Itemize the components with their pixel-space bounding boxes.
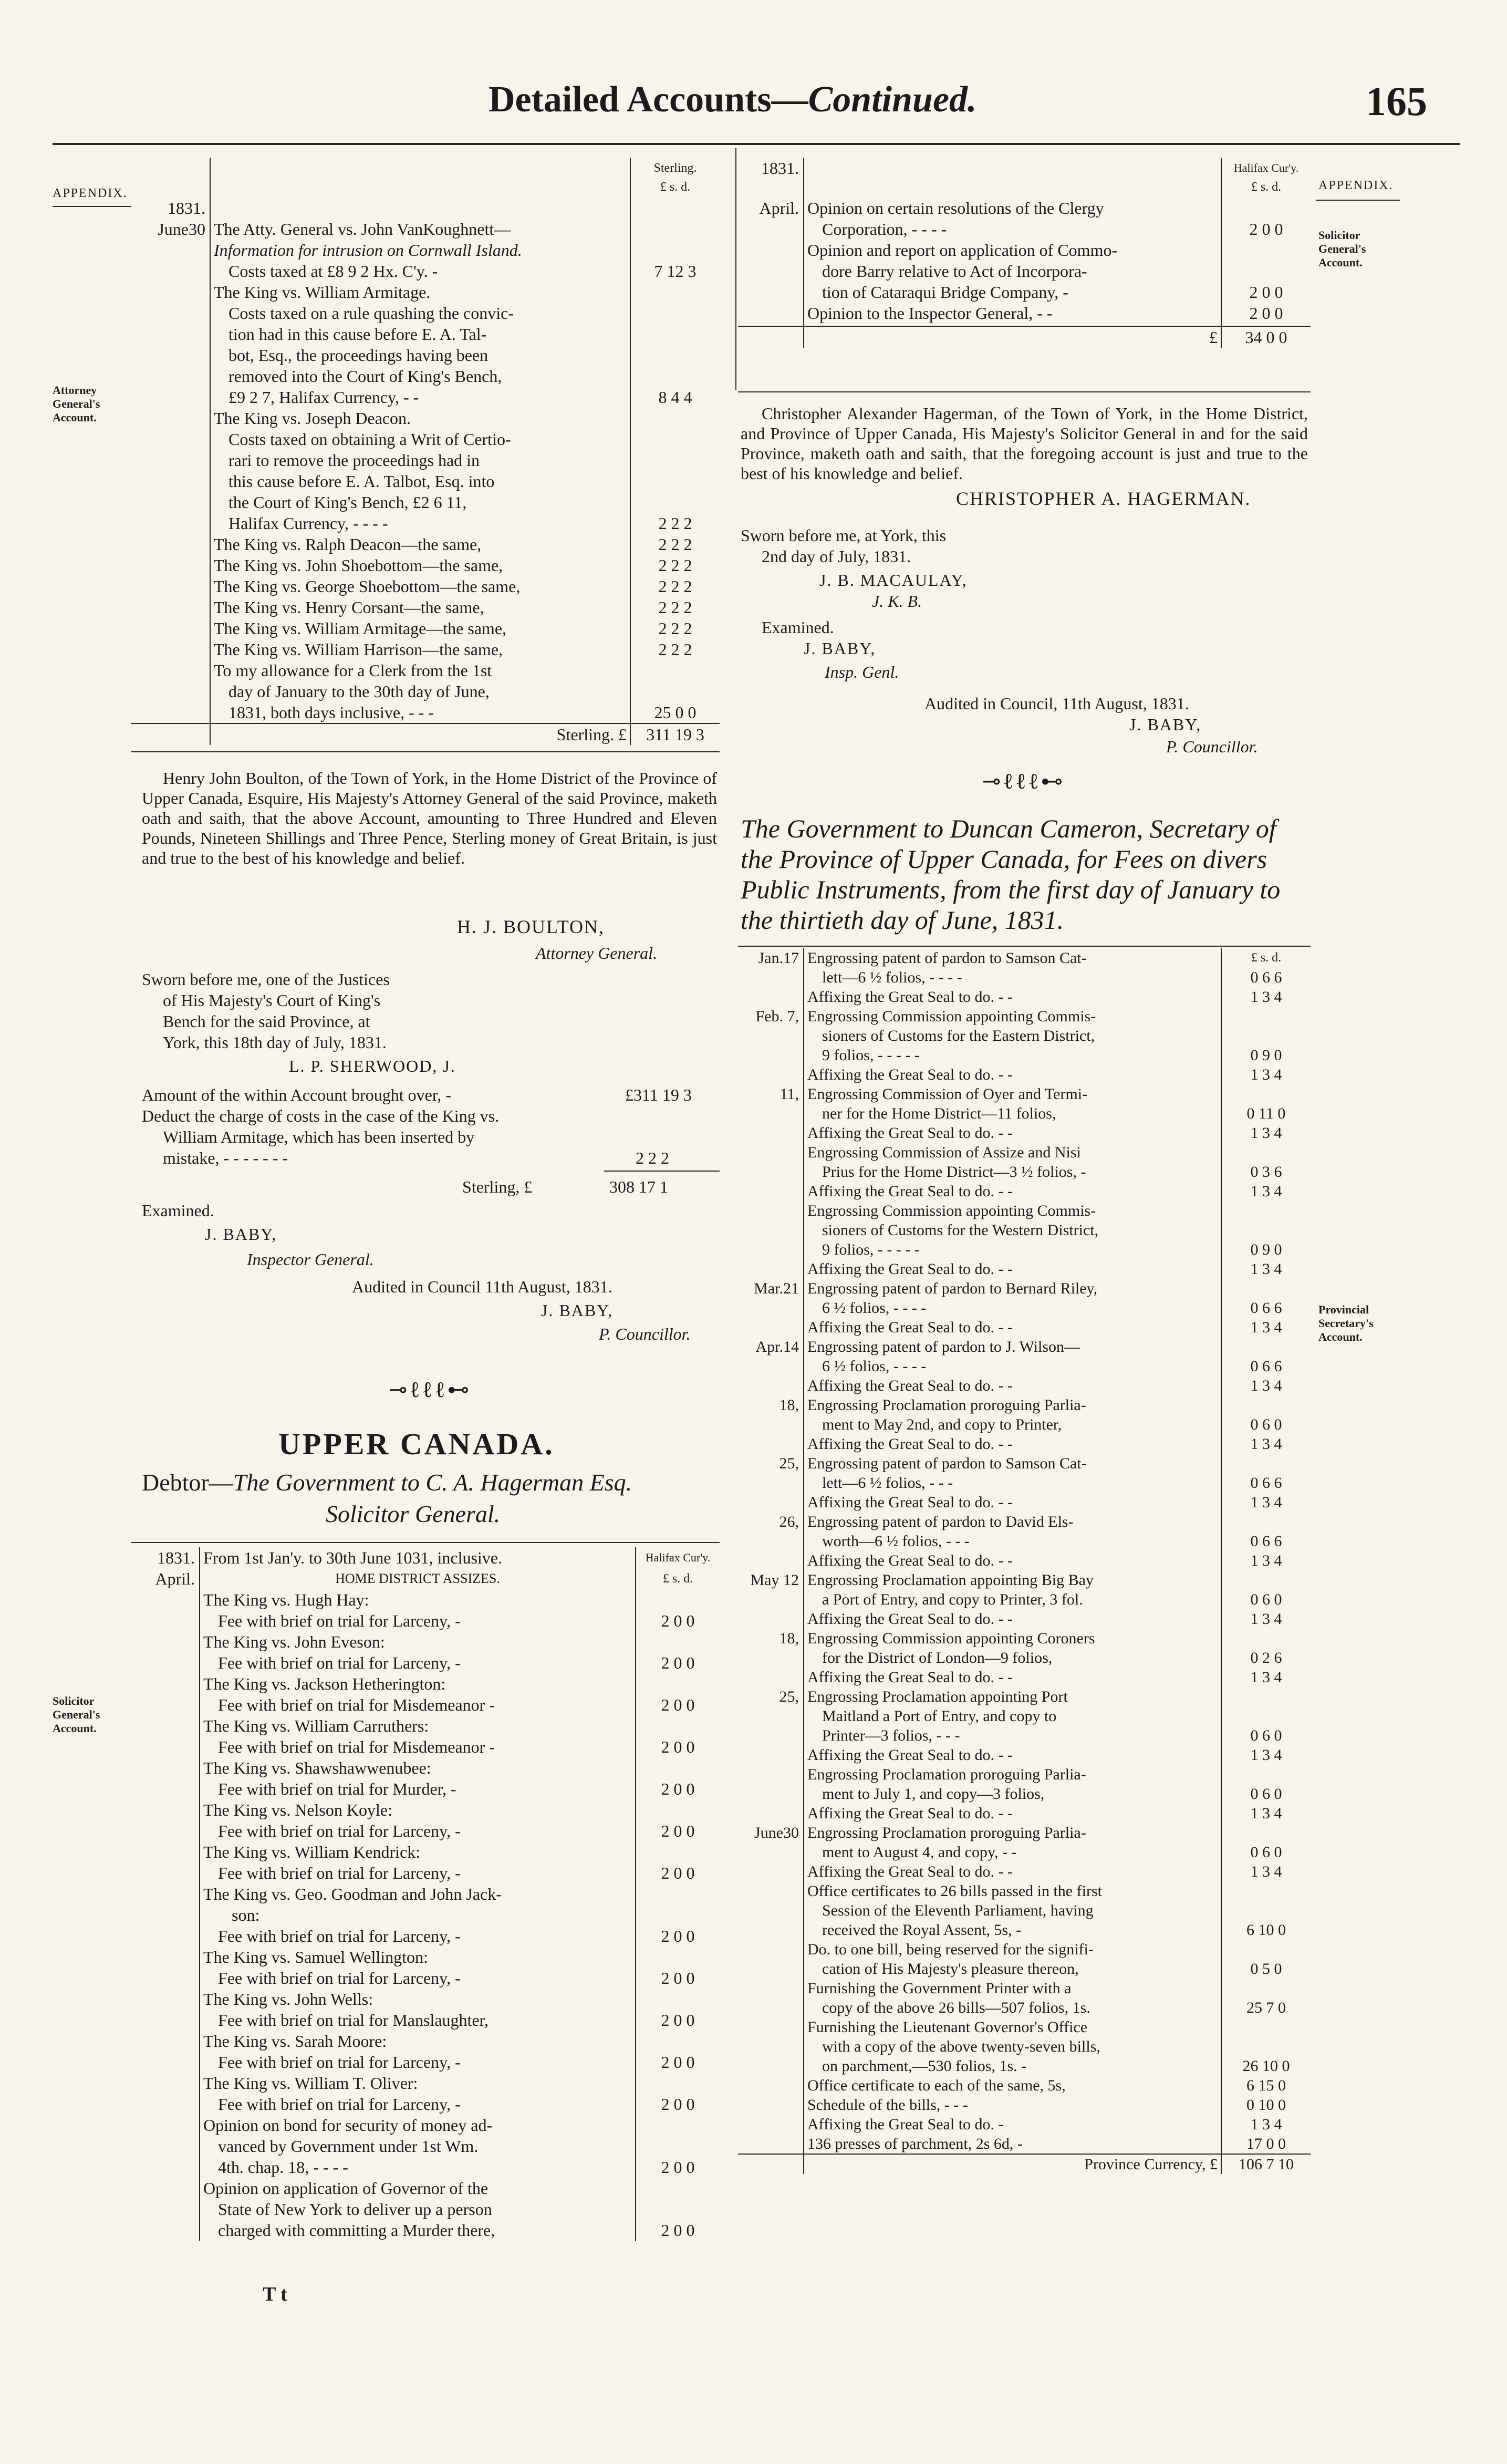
solicitor-councillor: J. BABY, (1129, 715, 1202, 734)
table-row: Affixing the Great Seal to do. - - 1 3 4 (738, 1862, 1311, 1881)
table-row: Fee with brief on trial for Larceny, - 2 0 0 (131, 1862, 720, 1883)
table-row: Fee with brief on trial for Misdemeanor - 2 0 0 (131, 1736, 720, 1757)
table-row: 25, Engrossing Proclamation appointing Port (738, 1687, 1311, 1706)
total-amount: 34 0 0 (1245, 328, 1287, 347)
margin-solicitor-account-right: Solicitor General's Account. (1318, 229, 1366, 269)
table-row: Affixing the Great Seal to do. - - 1 3 4 (738, 1551, 1311, 1570)
attorney-account-table (131, 158, 720, 745)
table-row: 6 ½ folios, - - - - 0 6 6 (738, 1357, 1311, 1376)
examiner-title: Inspector General. (247, 1250, 374, 1269)
header-rule (53, 143, 1460, 145)
table-row: Affixing the Great Seal to do. - - 1 3 4 (738, 1668, 1311, 1687)
table-row: Opinion on application of Governor of the (131, 2178, 720, 2199)
table-row: worth—6 ½ folios, - - - 0 6 6 (738, 1531, 1311, 1551)
table-row: The King vs. William Kendrick: (131, 1841, 720, 1862)
table-row: 136 presses of parchment, 2s 6d, - 17 0 0 (738, 2134, 1311, 2154)
table-row: Corporation, - - - - 2 0 0 (738, 219, 1311, 240)
margin-appendix-left-rule (53, 206, 131, 207)
table-row: £9 2 7, Halifax Currency, - - 8 4 4 (131, 387, 720, 408)
table-row: The King vs. Samuel Wellington: (131, 1947, 720, 1968)
table-row: Information for intrusion on Cornwall Island. (131, 240, 720, 261)
table-header: 1831. Halifax Cur'y. £ s. d. (738, 158, 1311, 198)
table-row: Affixing the Great Seal to do. - - 1 3 4 (738, 1123, 1311, 1143)
brought-over-label: Amount of the within Account brought over, - (142, 1085, 451, 1104)
table-row: Affixing the Great Seal to do. - 1 3 4 (738, 2115, 1311, 2134)
table-row: ment to May 2nd, and copy to Printer, 0 6 0 (738, 1415, 1311, 1434)
table-row: dore Barry relative to Act of Incorpora- (738, 261, 1311, 282)
lsd-header: £ s. d. (660, 180, 691, 194)
table-row: Affixing the Great Seal to do. - - 1 3 4 (738, 1182, 1311, 1201)
solicitor-left-top-rule (131, 1542, 720, 1543)
table-row: 11, Engrossing Commission of Oyer and Termi- (738, 1084, 1311, 1104)
deduct-amount: 2 2 2 (636, 1148, 669, 1167)
solicitor-right-account-table (738, 158, 1311, 348)
table-row: Fee with brief on trial for Larceny, - 2 0 0 (131, 1925, 720, 1947)
table-row: Fee with brief on trial for Larceny, - 2 0 0 (131, 1610, 720, 1631)
attorney-signature-title: Attorney General. (536, 944, 658, 962)
solicitor-affidavit-text: Christopher Alexander Hagerman, of the Town of York, in the Home District, and Province of Upper Canada, His Majesty's Solicitor General in and for the said Province, maketh oath and saith, that the foregoing account is just and true to the best of his knowledge and belief. (741, 404, 1308, 483)
table-header: Jan.17 Engrossing patent of pardon to Samson Cat- £ s. d. (738, 948, 1311, 968)
justice-signature: L. P. SHERWOOD, J. (289, 1057, 456, 1075)
table-row: The King vs. Ralph Deacon—the same, 2 2 2 (131, 534, 720, 555)
table-row: sioners of Customs for the Western District, (738, 1220, 1311, 1240)
table-row: Engrossing Commission appointing Commis- (738, 1201, 1311, 1220)
table-row: The King vs. Geo. Goodman and John Jack- (131, 1883, 720, 1904)
sworn-before-2: of His Majesty's Court of King's (163, 991, 381, 1010)
table-row: The King vs. Joseph Deacon. (131, 408, 720, 429)
total-amount: 106 7 10 (1239, 2156, 1294, 2173)
table-row: The King vs. William Armitage—the same, 2 2 2 (131, 618, 720, 639)
table-row: lett—6 ½ folios, - - - 0 6 6 (738, 1473, 1311, 1493)
table-row: 4th. chap. 18, - - - - 2 0 0 (131, 2157, 720, 2178)
table-row: Engrossing Proclamation proroguing Parlia- (738, 1765, 1311, 1784)
table-row: ment to August 4, and copy, - - 0 6 0 (738, 1842, 1311, 1862)
table-row: tion of Cataraqui Bridge Company, - 2 0 0 (738, 282, 1311, 303)
table-row: To my allowance for a Clerk from the 1st (131, 660, 720, 681)
attorney-affidavit-text: Henry John Boulton, of the Town of York, in the Home District of the Province of Upper Canada, Esquire, His Majesty's Attorney General of the said Province, maketh oath and saith, that the above Account, amounting to Three Hundred and Eleven Pounds, Nineteen Shillings and Three Pence, Sterling money of Great Britain, is just and true to the best of his knowledge and belief. (142, 769, 717, 867)
table-row: The King vs. Shawshawwenubee: (131, 1757, 720, 1778)
attorney-signature: H. J. BOULTON, (457, 916, 605, 937)
cameron-top-rule (738, 946, 1311, 947)
table-row: Opinion to the Inspector General, - - 2 0 0 (738, 303, 1311, 324)
table-row: The King vs. Jackson Hetherington: (131, 1673, 720, 1694)
table-row: Furnishing the Lieutenant Governor's Office (738, 2017, 1311, 2037)
solicitor-examined: Examined. (762, 618, 834, 637)
solicitor-justice: J. B. MACAULAY, (819, 571, 968, 589)
table-row: The King vs. John Shoebottom—the same, 2 2 2 (131, 555, 720, 576)
table-row: Affixing the Great Seal to do. - - 1 3 4 (738, 1745, 1311, 1765)
table-row: Opinion and report on application of Commo- (738, 240, 1311, 261)
table-row: The King vs. William Carruthers: (131, 1715, 720, 1736)
signature-mark: T t (263, 2283, 287, 2305)
table-row: sioners of Customs for the Eastern District, (738, 1026, 1311, 1045)
table-row: charged with committing a Murder there, 2 0 0 (131, 2220, 720, 2241)
table-row: 9 folios, - - - - - 0 9 0 (738, 1045, 1311, 1065)
title-continued: Continued. (808, 79, 977, 120)
table-row: Affixing the Great Seal to do. - - 1 3 4 (738, 1376, 1311, 1395)
net-label: Sterling, £ (462, 1177, 533, 1196)
table-row: 1831. From 1st Jan'y. to 30th June 1031, inclusive. Halifax Cur'y. (131, 1547, 720, 1568)
table-row: Opinion on bond for security of money ad- (131, 2115, 720, 2136)
table-row: Affixing the Great Seal to do. - - 1 3 4 (738, 1804, 1311, 1823)
deduct-line-3: mistake, - - - - - - - (163, 1148, 288, 1167)
table-row: Maitland a Port of Entry, and copy to (738, 1706, 1311, 1726)
table-row: Fee with brief on trial for Larceny, - 2 0 0 (131, 1652, 720, 1673)
table-row: Costs taxed on obtaining a Writ of Certio- (131, 429, 720, 450)
table-row: for the District of London—9 folios, 0 2 6 (738, 1648, 1311, 1668)
table-row: The King vs. William T. Oliver: (131, 2073, 720, 2094)
table-row: 9 folios, - - - - - 0 9 0 (738, 1240, 1311, 1259)
table-row: Fee with brief on trial for Manslaughter, 2 0 0 (131, 2010, 720, 2031)
table-row: The King vs. Sarah Moore: (131, 2031, 720, 2052)
table-row: Costs taxed on a rule quashing the convic- (131, 303, 720, 324)
total-label: Province Currency, £ (804, 2154, 1221, 2174)
examiner-signature: J. BABY, (205, 1225, 277, 1244)
table-row: Office certificates to 26 bills passed in the first (738, 1881, 1311, 1901)
table-row: vanced by Government under 1st Wm. (131, 2136, 720, 2157)
deduct-line-2: William Armitage, which has been inserted by (163, 1127, 475, 1146)
table-row: April. Opinion on certain resolutions of the Clergy (738, 198, 1311, 219)
lsd-header: £ s. d. (1251, 180, 1282, 194)
table-row: removed into the Court of King's Bench, (131, 366, 720, 387)
upper-canada-heading: UPPER CANADA. (278, 1427, 555, 1461)
table-row: son: (131, 1904, 720, 1925)
table-row: Affixing the Great Seal to do. - - 1 3 4 (738, 987, 1311, 1007)
table-row: Fee with brief on trial for Larceny, - 2 0 0 (131, 1820, 720, 1841)
column-divider (735, 148, 736, 390)
table-row: Printer—3 folios, - - - 0 6 0 (738, 1726, 1311, 1745)
table-row: cation of His Majesty's pleasure thereon, 0 5 0 (738, 1959, 1311, 1979)
table-row: Affixing the Great Seal to do. - - 1 3 4 (738, 1259, 1311, 1279)
councillor-signature: J. BABY, (541, 1301, 614, 1320)
table-row: The King vs. John Eveson: (131, 1631, 720, 1652)
table-row: Affixing the Great Seal to do. - - 1 3 4 (738, 1318, 1311, 1337)
solicitor-signature: CHRISTOPHER A. HAGERMAN. (956, 488, 1251, 509)
cameron-heading: The Government to Duncan Cameron, Secretary of the Province of Upper Canada, for Fees on divers Public Instruments, from the first day of January to the thirtieth day of June, 1831. (741, 814, 1281, 935)
margin-appendix-right-rule (1316, 200, 1400, 201)
table-row: a Port of Entry, and copy to Printer, 3 fol. 0 6 0 (738, 1590, 1311, 1609)
table-row: The King vs. William Armitage. (131, 282, 720, 303)
table-row: 25, Engrossing patent of pardon to Samson Cat- (738, 1454, 1311, 1473)
page-title (489, 79, 977, 121)
table-row: rari to remove the proceedings had in (131, 450, 720, 471)
ornament-divider: ⊸ℓℓℓ⊷ (389, 1378, 472, 1402)
total-label: Sterling. £ (210, 723, 630, 745)
lsd-header: £ s. d. (1251, 951, 1282, 965)
table-row: Mar.21 Engrossing patent of pardon to Bernard Riley, (738, 1279, 1311, 1298)
table-header (131, 158, 720, 198)
table-row: Fee with brief on trial for Larceny, - 2 0 0 (131, 1968, 720, 1989)
table-row: The King vs. George Shoebottom—the same, 2 2 2 (131, 576, 720, 597)
deduct-rule (604, 1171, 720, 1172)
table-row: Office certificate to each of the same, 5s, 6 15 0 (738, 2076, 1311, 2095)
margin-attorney-account: Attorney General's Account. (53, 384, 100, 424)
table-row: ner for the Home District—11 folios, 0 11 0 (738, 1104, 1311, 1123)
table-row: copy of the above 26 bills—507 folios, 1s. 25 7 0 (738, 1998, 1311, 2017)
margin-provincial-secretary: Provincial Secretary's Account. (1318, 1303, 1374, 1343)
deduct-line-1: Deduct the charge of costs in the case of the King vs. (142, 1106, 500, 1125)
title-main: Detailed Accounts— (489, 79, 808, 120)
table-total-row (131, 723, 720, 745)
debtor-line: Debtor—The Government to C. A. Hagerman Esq. (142, 1469, 632, 1496)
table-row: Engrossing Commission of Assize and Nisi (738, 1143, 1311, 1162)
total-label: £ (804, 326, 1221, 348)
sworn-before-1: Sworn before me, one of the Justices (142, 970, 390, 989)
table-row: Apr.14 Engrossing patent of pardon to J. Wilson— (738, 1337, 1311, 1357)
table-row: June30 The Atty. General vs. John VanKoughnett— (131, 219, 720, 240)
solicitor-audited: Audited in Council, 11th August, 1831. (924, 694, 1189, 713)
ornament-divider-right: ⊸ℓℓℓ⊷ (982, 770, 1065, 794)
solicitor-sworn-2: 2nd day of July, 1831. (762, 547, 911, 566)
table-row: Do. to one bill, being reserved for the signifi- (738, 1940, 1311, 1959)
solicitor-right-bottom-rule (738, 391, 1311, 392)
table-row: this cause before E. A. Talbot, Esq. into (131, 471, 720, 492)
table-row: Prius for the Home District—3 ½ folios, - 0 3 6 (738, 1162, 1311, 1182)
margin-appendix-right: APPENDIX. (1318, 179, 1394, 192)
table-row: Furnishing the Government Printer with a (738, 1979, 1311, 1998)
solicitor-sworn-1: Sworn before me, at York, this (741, 526, 947, 545)
table-row: 18, Engrossing Proclamation proroguing Parlia- (738, 1395, 1311, 1415)
solicitor-examiner-title: Insp. Genl. (825, 662, 899, 681)
table-row: Fee with brief on trial for Misdemeanor - 2 0 0 (131, 1694, 720, 1715)
net-amount: 308 17 1 (609, 1177, 668, 1196)
table-row: Fee with brief on trial for Larceny, - 2 0 0 (131, 2094, 720, 2115)
margin-solicitor-account-left: Solicitor General's Account. (53, 1694, 100, 1735)
councillor-title: P. Councillor. (599, 1324, 691, 1343)
table-row: Fee with brief on trial for Murder, - 2 0 0 (131, 1778, 720, 1799)
currency-header: Halifax Cur'y. (1233, 161, 1299, 174)
table-row: Affixing the Great Seal to do. - - 1 3 4 (738, 1493, 1311, 1512)
solicitor-left-account-table (131, 1547, 720, 2241)
table-total-row (738, 2154, 1311, 2174)
table-row: Feb. 7, Engrossing Commission appointing Commis- (738, 1007, 1311, 1026)
table-row: 6 ½ folios, - - - - 0 6 6 (738, 1298, 1311, 1318)
table-row: Halifax Currency, - - - - 2 2 2 (131, 513, 720, 534)
table-row: May 12 Engrossing Proclamation appointing Big Bay (738, 1570, 1311, 1590)
total-amount: 311 19 3 (646, 725, 704, 744)
table-row: Affixing the Great Seal to do. - - 1 3 4 (738, 1434, 1311, 1454)
table-row: received the Royal Assent, 5s, - 6 10 0 (738, 1920, 1311, 1940)
debtor-title: Solicitor General. (326, 1500, 501, 1527)
solicitor-examiner: J. BABY, (804, 639, 876, 658)
attorney-table-bottom-rule (131, 751, 720, 752)
table-row: 26, Engrossing patent of pardon to David Els- (738, 1512, 1311, 1531)
table-row: State of New York to deliver up a person (131, 2199, 720, 2220)
table-row: The King vs. Henry Corsant—the same, 2 2 2 (131, 597, 720, 618)
table-row: day of January to the 30th day of June, (131, 681, 720, 702)
table-row: with a copy of the above twenty-seven bills, (738, 2037, 1311, 2056)
table-total-row (738, 326, 1311, 348)
table-row: Fee with brief on trial for Larceny, - 2 0 0 (131, 2052, 720, 2073)
table-row: The King vs. Nelson Koyle: (131, 1799, 720, 1820)
table-row: Affixing the Great Seal to do. - - 1 3 4 (738, 1065, 1311, 1084)
table-row: the Court of King's Bench, £2 6 11, (131, 492, 720, 513)
currency-header: Halifax Cur'y. (645, 1551, 711, 1564)
table-row: ment to July 1, and copy—3 folios, 0 6 0 (738, 1784, 1311, 1804)
table-row: 1831, both days inclusive, - - - 25 0 0 (131, 702, 720, 723)
table-row: 18, Engrossing Commission appointing Coroners (738, 1629, 1311, 1648)
sworn-before-3: Bench for the said Province, at (163, 1012, 370, 1031)
examined-label: Examined. (142, 1201, 214, 1220)
cameron-account-table (738, 948, 1311, 2174)
margin-appendix-left: APPENDIX. (53, 187, 128, 200)
table-row: The King vs. William Harrison—the same, 2 2 2 (131, 639, 720, 660)
page-number: 165 (1366, 78, 1427, 124)
table-row: 1831. (131, 198, 720, 219)
table-row: on parchment,—530 folios, 1s. - 26 10 0 (738, 2056, 1311, 2076)
table-row: bot, Esq., the proceedings having been (131, 345, 720, 366)
col-header-sterling: Sterling. (653, 161, 697, 175)
table-row: April. HOME DISTRICT ASSIZES. £ s. d. (131, 1568, 720, 1589)
sworn-before-4: York, this 18th day of July, 1831. (163, 1033, 387, 1052)
table-row: Affixing the Great Seal to do. - - 1 3 4 (738, 1609, 1311, 1629)
table-row: June30 Engrossing Proclamation proroguing Parlia- (738, 1823, 1311, 1842)
table-row: Schedule of the bills, - - - 0 10 0 (738, 2095, 1311, 2115)
brought-over-amount: £311 19 3 (625, 1085, 692, 1104)
lsd-header: £ s. d. (662, 1572, 693, 1586)
table-row: Costs taxed at £8 9 2 Hx. C'y. - 7 12 3 (131, 261, 720, 282)
audited-line: Audited in Council 11th August, 1831. (352, 1277, 612, 1296)
solicitor-councillor-title: P. Councillor. (1166, 737, 1258, 756)
table-row: Session of the Eleventh Parliament, having (738, 1901, 1311, 1920)
solicitor-justice-title: J. K. B. (872, 592, 922, 610)
table-row: lett—6 ½ folios, - - - - 0 6 6 (738, 968, 1311, 987)
table-row: tion had in this cause before E. A. Tal- (131, 324, 720, 345)
table-row: The King vs. John Wells: (131, 1989, 720, 2010)
table-row: The King vs. Hugh Hay: (131, 1589, 720, 1610)
